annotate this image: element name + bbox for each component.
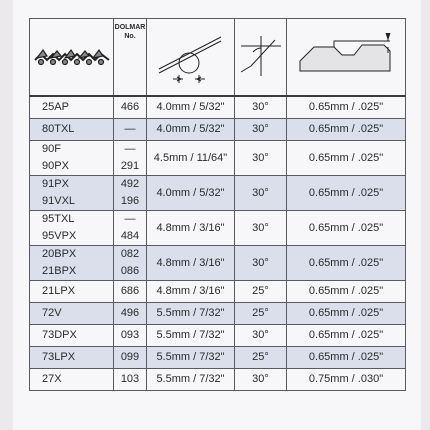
file-cell (147, 211, 235, 246)
angle-cell (235, 325, 287, 347)
angle-value: 30° (252, 329, 269, 341)
angle-value: 30° (252, 221, 269, 234)
file-cell (147, 347, 235, 369)
table-row (30, 325, 406, 347)
angle-cell (235, 347, 287, 369)
table-row (30, 211, 406, 246)
file-cell (147, 369, 235, 391)
dolmar-value: — (124, 143, 136, 155)
dolmar-cell (114, 96, 147, 119)
dolmar-value: 099 (120, 351, 140, 363)
angle-cell (235, 141, 287, 176)
dolmar-value: 086 (120, 265, 140, 277)
depth-value: 0.65mm / .025" (308, 329, 384, 341)
depth-value: 0.75mm / .030" (308, 373, 384, 385)
table-row (30, 303, 406, 325)
model-value: 21LPX (42, 285, 76, 297)
dolmar-cell (114, 176, 147, 211)
file-cell (147, 303, 235, 325)
model-value: 73LPX (42, 351, 76, 363)
model-value: 90F (42, 143, 61, 155)
file-cell (147, 141, 235, 176)
depth-cell (287, 246, 406, 281)
depth-cell (287, 119, 406, 141)
angle-cell (235, 176, 287, 211)
angle-value: 30° (252, 101, 269, 113)
header-row (30, 19, 406, 97)
model-value: 91VXL (42, 195, 76, 207)
depth-cell (287, 281, 406, 303)
model-value: 27X (42, 373, 62, 385)
depth-value: 0.65mm / .025" (308, 307, 384, 319)
model-value: 25AP (42, 101, 69, 113)
model-value: 95TXL (42, 213, 75, 225)
file-value: 4.5mm / 11/64" (153, 151, 228, 164)
file-value: 4.8mm / 3/16" (156, 256, 225, 269)
depth-value: 0.65mm / .025" (308, 186, 384, 199)
dolmar-cell (114, 303, 147, 325)
model-value: 95VPX (42, 230, 77, 242)
depth-gauge-icon (294, 31, 398, 83)
dolmar-value: 484 (120, 230, 140, 242)
dolmar-cell (114, 281, 147, 303)
angle-value: 30° (252, 123, 269, 135)
angle-cell (235, 369, 287, 391)
dolmar-value: 686 (120, 285, 140, 297)
model-cell (30, 246, 114, 281)
dolmar-cell (114, 211, 147, 246)
angle-value: 30° (252, 256, 269, 269)
model-value: 72V (42, 307, 62, 319)
angle-value: 30° (252, 186, 269, 199)
dolmar-cell (114, 347, 147, 369)
dolmar-cell (114, 141, 147, 176)
dolmar-header: DOLMAR No. (114, 19, 147, 97)
depth-cell (287, 325, 406, 347)
dolmar-cell (114, 119, 147, 141)
dolmar-cell (114, 369, 147, 391)
table-row (30, 96, 406, 119)
angle-icon (237, 32, 285, 82)
angle-cell (235, 246, 287, 281)
dolmar-cell (114, 325, 147, 347)
model-cell (30, 141, 114, 176)
depth-gauge-illustration-cell (287, 19, 406, 97)
file-value: 5.5mm / 7/32" (156, 329, 225, 341)
dolmar-value: 093 (120, 329, 140, 341)
model-cell (30, 369, 114, 391)
file-value: 5.5mm / 7/32" (156, 351, 225, 363)
model-cell (30, 119, 114, 141)
file-value: 4.0mm / 5/32" (156, 101, 225, 113)
depth-cell (287, 211, 406, 246)
saw-chain-icon (33, 42, 111, 72)
angle-value: 25° (252, 351, 269, 363)
chain-illustration-cell (30, 19, 114, 97)
dolmar-value: 103 (120, 373, 140, 385)
dolmar-value: 492 (120, 178, 140, 190)
file-value: 4.0mm / 5/32" (156, 186, 225, 199)
angle-cell (235, 211, 287, 246)
file-value: 4.0mm / 5/32" (156, 123, 225, 135)
file-value: 4.8mm / 3/16" (156, 221, 225, 234)
file-diameter-illustration-cell (147, 19, 235, 97)
depth-cell (287, 176, 406, 211)
depth-value: 0.65mm / .025" (308, 256, 384, 269)
table-row (30, 119, 406, 141)
table-row (30, 176, 406, 211)
table-row (30, 141, 406, 176)
dolmar-value: — (124, 123, 136, 135)
angle-value: 30° (252, 373, 269, 385)
depth-value: 0.65mm / .025" (308, 221, 384, 234)
file-cell (147, 176, 235, 211)
depth-value: 0.65mm / .025" (308, 101, 384, 113)
depth-cell (287, 303, 406, 325)
angle-value: 30° (252, 151, 269, 164)
file-value: 5.5mm / 7/32" (156, 373, 225, 385)
file-cell (147, 246, 235, 281)
depth-value: 0.65mm / .025" (308, 285, 384, 297)
model-value: 20BPX (42, 248, 77, 260)
dolmar-value: 082 (120, 248, 140, 260)
round-file-icon (155, 29, 227, 85)
depth-cell (287, 369, 406, 391)
depth-cell (287, 141, 406, 176)
angle-value: 25° (252, 285, 269, 297)
model-cell (30, 211, 114, 246)
angle-cell (235, 96, 287, 119)
dolmar-value: 196 (120, 195, 140, 207)
model-value: 91PX (42, 178, 69, 190)
table-row (30, 281, 406, 303)
depth-cell (287, 347, 406, 369)
table-row (30, 347, 406, 369)
model-cell (30, 96, 114, 119)
depth-cell (287, 96, 406, 119)
model-cell (30, 303, 114, 325)
model-cell (30, 325, 114, 347)
depth-value: 0.65mm / .025" (308, 351, 384, 363)
model-cell (30, 281, 114, 303)
dolmar-value: 291 (120, 160, 140, 172)
angle-value: 25° (252, 307, 269, 319)
dolmar-value: 466 (120, 101, 140, 113)
model-value: 80TXL (42, 123, 75, 135)
angle-cell (235, 119, 287, 141)
file-value: 5.5mm / 7/32" (156, 307, 225, 319)
model-value: 21BPX (42, 265, 77, 277)
dolmar-cell (114, 246, 147, 281)
file-cell (147, 96, 235, 119)
file-cell (147, 281, 235, 303)
model-value: 90PX (42, 160, 69, 172)
file-cell (147, 325, 235, 347)
model-cell (30, 347, 114, 369)
angle-cell (235, 303, 287, 325)
table-row (30, 246, 406, 281)
depth-value: 0.65mm / .025" (308, 123, 384, 135)
depth-value: 0.65mm / .025" (308, 151, 384, 164)
file-cell (147, 119, 235, 141)
dolmar-value: 496 (120, 307, 140, 319)
model-value: 73DPX (42, 329, 77, 341)
dolmar-value: — (124, 213, 136, 225)
table-row (30, 369, 406, 391)
model-cell (30, 176, 114, 211)
chain-spec-table (29, 18, 406, 391)
filing-angle-illustration-cell (235, 19, 287, 97)
file-value: 4.8mm / 3/16" (156, 285, 225, 297)
angle-cell (235, 281, 287, 303)
reference-card (13, 0, 421, 430)
